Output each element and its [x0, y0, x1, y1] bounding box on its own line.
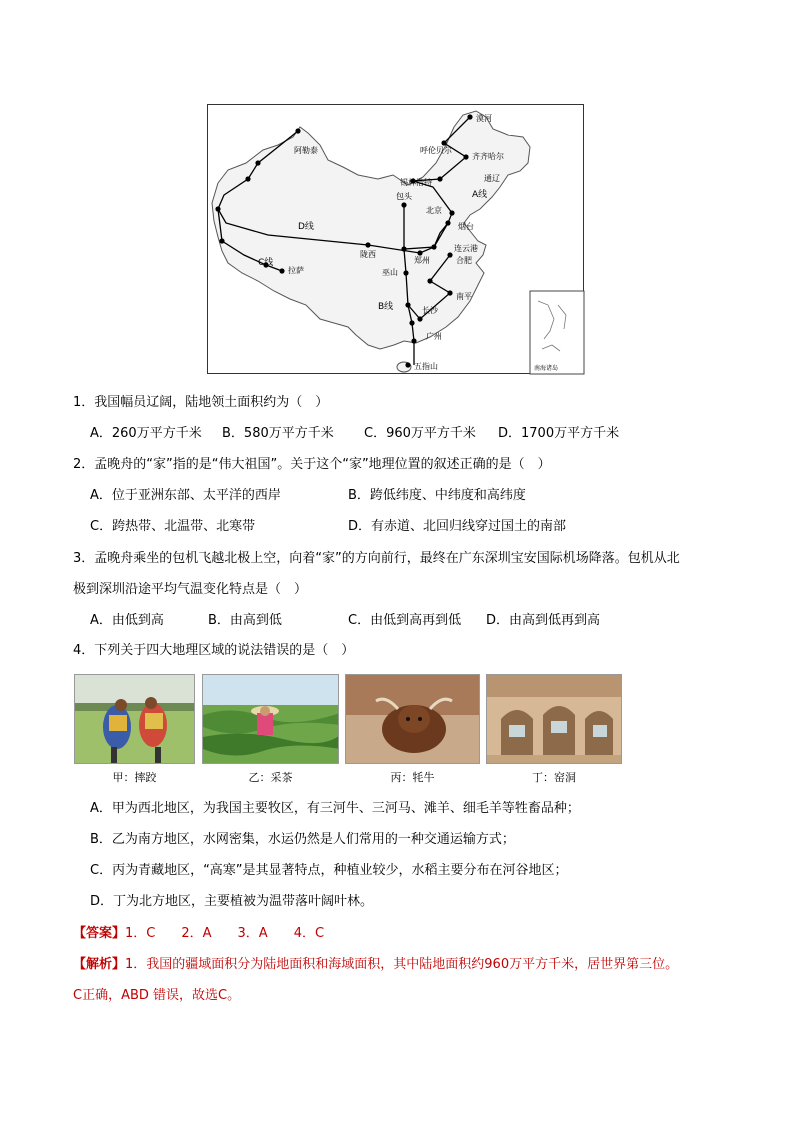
- photo-tea-picking: [202, 674, 339, 764]
- label-hefei: 合肥: [456, 256, 472, 265]
- analysis-text-line2: C正确，ABD 错误，故选C。: [73, 988, 241, 1003]
- q3-option-a: A．由低到高: [90, 613, 164, 628]
- answer-text: 1．C 2．A 3．A 4．C: [125, 926, 325, 941]
- china-outline: [212, 111, 530, 349]
- label-a-line: A线: [472, 190, 488, 200]
- caption-ding: 丁：窑洞: [532, 771, 576, 784]
- label-aletai: 阿勒泰: [294, 146, 318, 155]
- label-wuzhishan: 五指山: [414, 362, 438, 371]
- label-changsha: 长沙: [422, 306, 438, 315]
- label-guangzhou: 广州: [426, 332, 442, 341]
- label-longxi: 陇西: [360, 250, 376, 259]
- q1-stem: 1．我国幅员辽阔，陆地领土面积约为（ ）: [73, 395, 329, 410]
- label-nanping: 南平: [456, 292, 472, 301]
- photo-cave-dwelling: [486, 674, 622, 764]
- q1-option-b: B．580万平方千米: [222, 426, 334, 441]
- answer-tag: 【答案】: [73, 926, 126, 941]
- q3-stem-line1: 3．孟晚舟乘坐的包机飞越北极上空，向着“家”的方向前行，最终在广东深圳宝安国际机场降落。包机从北: [73, 551, 680, 566]
- photo-yak: [345, 674, 480, 764]
- caption-bing: 丙：牦牛: [390, 771, 435, 784]
- caption-yi: 乙：采茶: [248, 771, 293, 784]
- map-svg: [208, 105, 585, 375]
- label-beijing: 北京: [426, 206, 442, 215]
- label-b-line: B线: [378, 302, 394, 312]
- q4-stem: 4．下列关于四大地理区域的说法错误的是（ ）: [73, 643, 355, 658]
- q4-option-a: A．甲为西北地区，为我国主要牧区，有三河牛、三河马、滩羊、细毛羊等牲畜品种；: [90, 801, 580, 816]
- label-wushan: 巫山: [382, 268, 398, 277]
- q2-option-a: A．位于亚洲东部、太平洋的西岸: [90, 488, 281, 503]
- answer-line: [73, 925, 324, 943]
- q2-option-d: D．有赤道、北回归线穿过国土的南部: [348, 519, 567, 534]
- q4-option-b: B．乙为南方地区，水网密集，水运仍然是人们常用的一种交通运输方式；: [90, 832, 515, 847]
- label-qiqihaer: 齐齐哈尔: [472, 152, 504, 161]
- q1-option-d: D．1700万平方千米: [498, 426, 620, 441]
- label-tongliao: 通辽: [484, 174, 500, 183]
- q2-option-b: B．跨低纬度、中纬度和高纬度: [348, 488, 526, 503]
- label-zhengzhou: 郑州: [414, 256, 430, 265]
- label-xilinhaote: 锡林浩特: [400, 178, 432, 187]
- q1-option-a: A．260万平方千米: [90, 426, 202, 441]
- analysis-tag: 【解析】: [73, 957, 126, 972]
- label-mohe: 漠河: [476, 114, 492, 123]
- q4-option-d: D．丁为北方地区，主要植被为温带落叶阔叶林。: [90, 894, 374, 909]
- caption-jia: 甲：摔跤: [112, 771, 157, 784]
- label-d-line: D线: [298, 222, 314, 232]
- analysis-text-line1: 1．我国的疆域面积分为陆地面积和海域面积，其中陆地面积约960万平方千米，居世界第三位。: [125, 957, 679, 972]
- china-railway-map: [207, 104, 584, 374]
- q3-option-d: D．由高到低再到高: [486, 613, 601, 628]
- label-lasa: 拉萨: [288, 266, 304, 275]
- q2-stem: 2．孟晚舟的“家”指的是“伟大祖国”。关于这个“家”地理位置的叙述正确的是（ ）: [73, 457, 551, 472]
- q3-option-b: B．由高到低: [208, 613, 282, 628]
- analysis-line1: [73, 956, 678, 974]
- label-hulunbeier: 呼伦贝尔: [420, 146, 452, 155]
- inset-label: 南海诸岛: [534, 365, 559, 372]
- photo-wrestling: [74, 674, 195, 764]
- q3-stem-line2: 极到深圳沿途平均气温变化特点是（ ）: [73, 582, 308, 597]
- q1-option-c: C．960万平方千米: [364, 426, 476, 441]
- label-c-line: C线: [258, 258, 274, 268]
- label-baotou: 包头: [396, 192, 412, 201]
- q2-option-c: C．跨热带、北温带、北寒带: [90, 519, 256, 534]
- label-yantai: 烟台: [458, 222, 474, 231]
- q3-option-c: C．由低到高再到低: [348, 613, 462, 628]
- south-sea-inset: [530, 291, 584, 374]
- label-lianyungang: 连云港: [454, 244, 478, 253]
- q4-option-c: C．丙为青藏地区，“高寒”是其显著特点，种植业较少，水稻主要分布在河谷地区；: [90, 863, 568, 878]
